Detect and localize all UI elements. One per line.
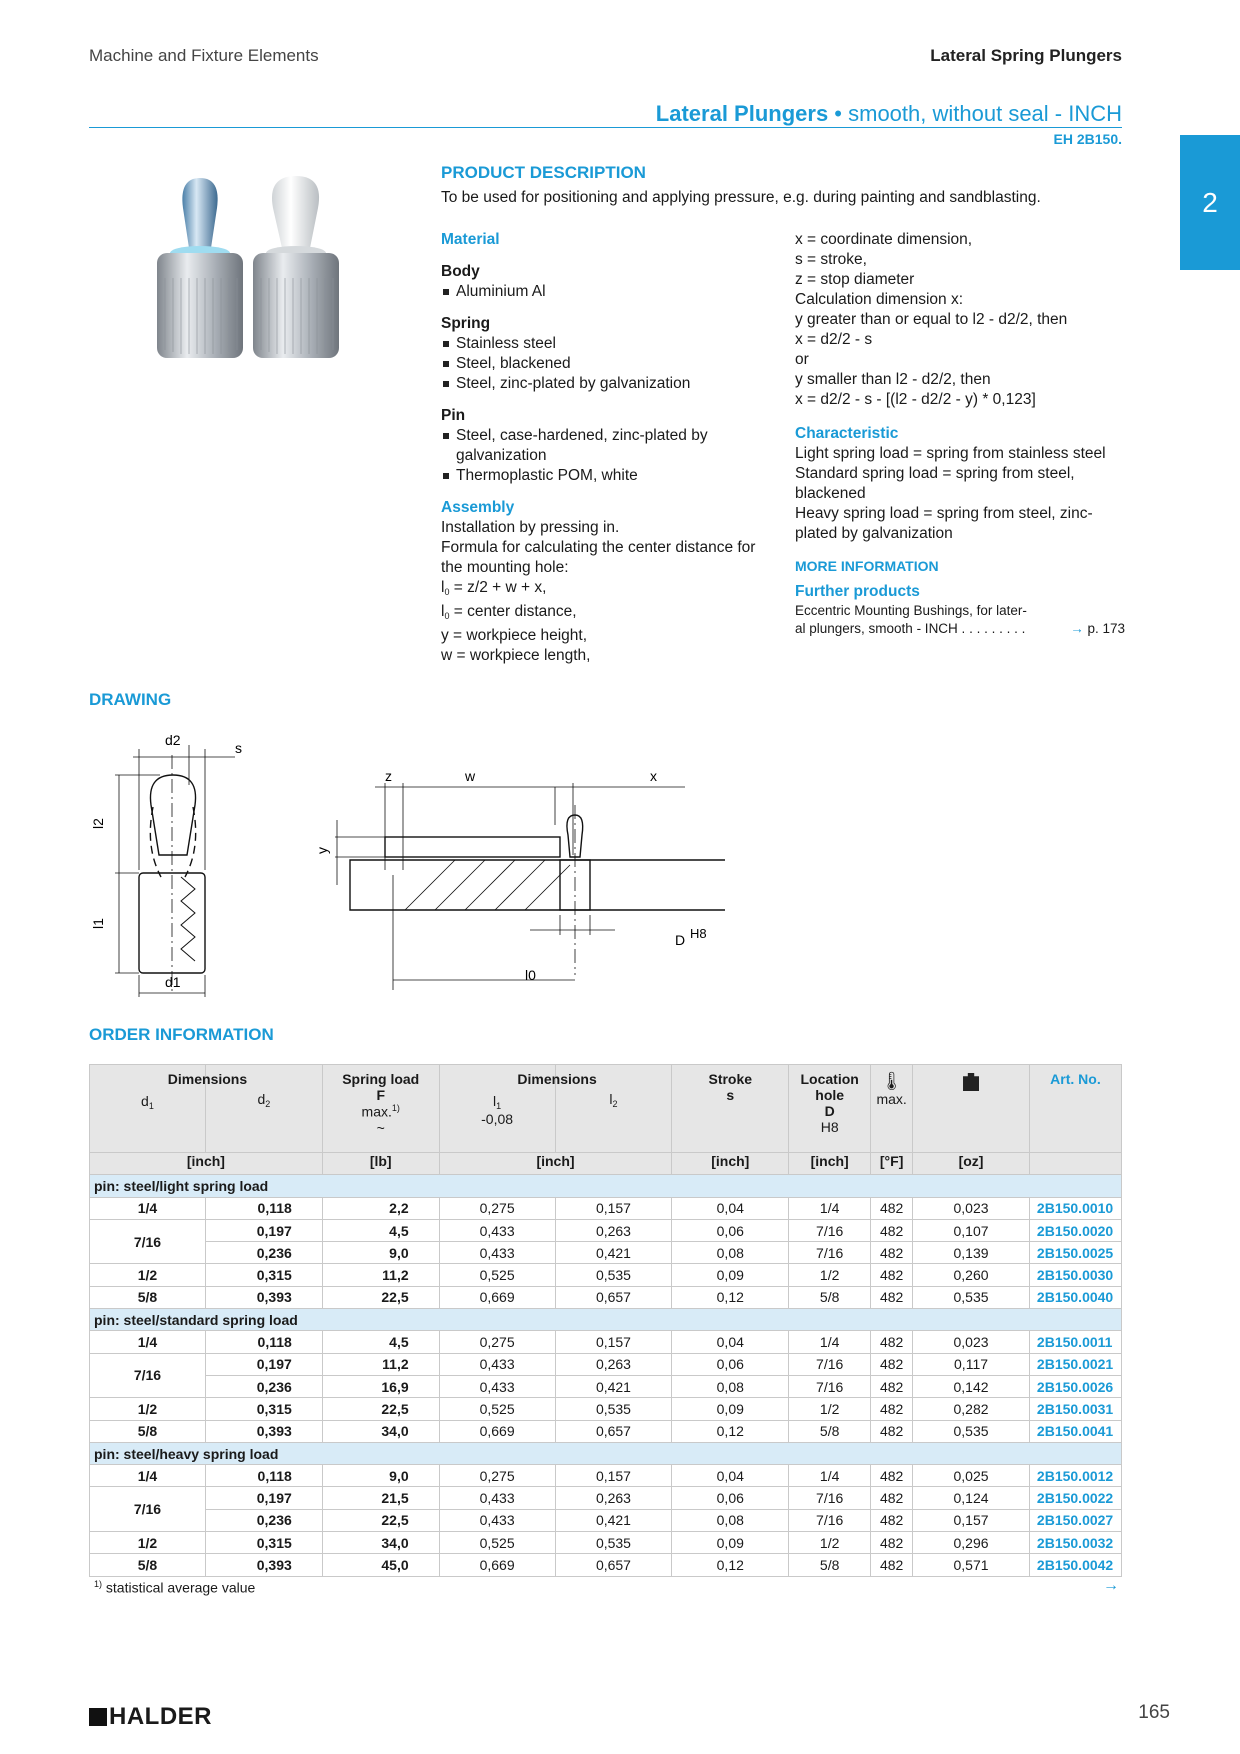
table-row <box>90 1398 1122 1420</box>
th-stroke: Stroke s <box>672 1065 789 1153</box>
spring-item: Steel, zinc-plated by galvanization <box>441 374 771 394</box>
table-cell: 0,433 <box>439 1487 555 1509</box>
table-cell: 0,023 <box>913 1331 1030 1353</box>
table-cell: 0,315 <box>205 1264 322 1286</box>
table-cell: 5/8 <box>90 1420 206 1442</box>
table-cell: 0,197 <box>205 1353 322 1375</box>
table-cell: 0,236 <box>205 1242 322 1264</box>
spring-item: Stainless steel <box>441 334 771 354</box>
char-line: Standard spring load = spring from steel, blackened <box>795 465 1075 502</box>
table-cell: 0,433 <box>439 1242 555 1264</box>
label-z: z <box>385 768 392 784</box>
table-cell: 9,0 <box>322 1242 439 1264</box>
table-cell: 0,139 <box>913 1242 1030 1264</box>
chapter-tab[interactable]: 2 <box>1180 135 1240 270</box>
table-cell: 9,0 <box>322 1465 439 1487</box>
right-line: z = stop diameter <box>795 271 915 288</box>
header-section: Machine and Fixture Elements <box>89 46 319 65</box>
table-group-row <box>90 1309 1122 1331</box>
table-cell: 0,393 <box>205 1420 322 1442</box>
table-cell: 0,157 <box>555 1465 672 1487</box>
right-line: x = coordinate dimension, <box>795 231 973 248</box>
table-cell: 11,2 <box>322 1353 439 1375</box>
further-link[interactable] <box>795 620 1125 638</box>
table-cell: 7/16 <box>789 1242 871 1264</box>
table-cell: 0,12 <box>672 1554 789 1576</box>
table-cell: 0,06 <box>672 1487 789 1509</box>
table-row <box>90 1197 1122 1219</box>
right-line: s = stroke, <box>795 251 867 268</box>
table-row <box>90 1509 1122 1531</box>
table-row <box>90 1264 1122 1286</box>
table-cell: 7/16 <box>90 1487 206 1532</box>
result-1: x = d2/2 - s <box>795 331 873 348</box>
installation-view <box>335 783 725 990</box>
table-cell: 0,12 <box>672 1286 789 1308</box>
th-temp: 🌡 max. <box>871 1065 913 1153</box>
table-cell: 0,421 <box>555 1242 672 1264</box>
label-w: w <box>465 768 476 784</box>
table-cell: 1/4 <box>789 1331 871 1353</box>
table-cell: 0,09 <box>672 1264 789 1286</box>
drawing-heading: DRAWING <box>89 690 172 709</box>
table-cell: 7/16 <box>789 1375 871 1397</box>
pin-item: Thermoplastic POM, white <box>441 466 771 486</box>
table-cell: 16,9 <box>322 1375 439 1397</box>
table-cell: 1/2 <box>90 1264 206 1286</box>
table-cell: 0,124 <box>913 1487 1030 1509</box>
condition-2: y smaller than l2 - d2/2, then <box>795 371 991 388</box>
label-d2: d2 <box>165 732 181 748</box>
table-cell: 0,197 <box>205 1219 322 1241</box>
table-cell: 0,118 <box>205 1197 322 1219</box>
table-cell: 0,275 <box>439 1197 555 1219</box>
table-cell: 1/4 <box>90 1465 206 1487</box>
table-cell: 0,08 <box>672 1375 789 1397</box>
table-cell: 1/2 <box>789 1264 871 1286</box>
description-col-right <box>795 230 1125 638</box>
table-cell: 0,025 <box>913 1465 1030 1487</box>
unit-inch: [inch] <box>672 1153 789 1175</box>
table-cell: 0,535 <box>913 1420 1030 1442</box>
th-art: Art. No. <box>1029 1065 1121 1153</box>
logo-mark-icon <box>89 1708 107 1726</box>
product-code: EH 2B150. <box>1053 131 1122 147</box>
table-cell: 0,117 <box>913 1353 1030 1375</box>
table-cell: 7/16 <box>789 1219 871 1241</box>
table-cell: 0,433 <box>439 1509 555 1531</box>
table-cell: 0,260 <box>913 1264 1030 1286</box>
product-photo <box>145 168 340 368</box>
table-row <box>90 1353 1122 1375</box>
thermometer-icon: 🌡 <box>880 1071 904 1091</box>
table-row <box>90 1375 1122 1397</box>
th-weight <box>913 1065 1030 1153</box>
table-row <box>90 1465 1122 1487</box>
table-cell: 0,12 <box>672 1420 789 1442</box>
table-cell: 0,296 <box>913 1532 1030 1554</box>
table-row <box>90 1554 1122 1576</box>
table-cell: 0,118 <box>205 1331 322 1353</box>
label-y: y <box>314 847 330 854</box>
plunger-white-pin <box>253 176 339 358</box>
table-cell: 34,0 <box>322 1532 439 1554</box>
order-table <box>89 1064 1122 1577</box>
table-cell: 21,5 <box>322 1487 439 1509</box>
article-number[interactable]: 2B150.0021 <box>1029 1353 1121 1375</box>
unit-inch: [inch] <box>789 1153 871 1175</box>
table-cell: 0,04 <box>672 1465 789 1487</box>
article-number[interactable]: 2B150.0025 <box>1029 1242 1121 1264</box>
table-cell: 0,669 <box>439 1286 555 1308</box>
table-cell: 45,0 <box>322 1554 439 1576</box>
formula-line: w = workpiece length, <box>441 647 591 664</box>
table-cell: 0,525 <box>439 1398 555 1420</box>
article-number[interactable]: 2B150.0026 <box>1029 1375 1121 1397</box>
further-products-heading: Further products <box>795 583 920 600</box>
spring-item: Steel, blackened <box>441 354 771 374</box>
unit-F: [°F] <box>871 1153 913 1175</box>
material-heading: Material <box>441 231 500 248</box>
table-cell: 0,157 <box>555 1331 672 1353</box>
table-cell: 482 <box>871 1219 913 1241</box>
technical-drawing <box>85 725 725 1005</box>
table-cell: 1/2 <box>90 1398 206 1420</box>
label-H8: H8 <box>690 926 707 941</box>
title-sep: • <box>828 101 849 126</box>
table-cell: 0,669 <box>439 1420 555 1442</box>
label-s: s <box>235 740 242 756</box>
table-cell: 482 <box>871 1353 913 1375</box>
unit-inch: [inch] <box>90 1153 323 1175</box>
table-cell: 0,525 <box>439 1264 555 1286</box>
right-line: Calculation dimension x: <box>795 291 964 308</box>
article-number[interactable]: 2B150.0010 <box>1029 1197 1121 1219</box>
table-cell: 0,535 <box>555 1398 672 1420</box>
label-l2: l2 <box>90 818 106 829</box>
table-cell: 0,657 <box>555 1420 672 1442</box>
article-number[interactable]: 2B150.0042 <box>1029 1554 1121 1576</box>
table-cell: 5/8 <box>789 1286 871 1308</box>
label-l1: l1 <box>90 918 106 929</box>
table-cell: 7/16 <box>789 1353 871 1375</box>
unit-inch: [inch] <box>439 1153 672 1175</box>
article-number[interactable]: 2B150.0027 <box>1029 1509 1121 1531</box>
th-d2: $d_2$ <box>205 1065 322 1153</box>
title-rest: smooth, without seal - INCH <box>848 101 1122 126</box>
body-label: Body <box>441 263 480 280</box>
halder-logo: HALDER <box>89 1703 212 1731</box>
table-row <box>90 1331 1122 1353</box>
th-d1: Dimensions $d_1$ <box>90 1065 206 1153</box>
char-line: Heavy spring load = spring from steel, zinc-plated by galvanization <box>795 505 1093 542</box>
unit-lb: [lb] <box>322 1153 439 1175</box>
formula-line: y = workpiece height, <box>441 627 588 644</box>
group-label: pin: steel/heavy spring load <box>90 1442 1122 1464</box>
table-row <box>90 1487 1122 1509</box>
table-cell: 7/16 <box>90 1219 206 1264</box>
result-2: x = d2/2 - s - [(l2 - d2/2 - y) * 0,123] <box>795 391 1036 408</box>
table-cell: 0,315 <box>205 1532 322 1554</box>
article-number[interactable]: 2B150.0012 <box>1029 1465 1121 1487</box>
footnote: $^{1)}$ statistical average value <box>94 1579 256 1596</box>
table-cell: 5/8 <box>789 1420 871 1442</box>
further-page: p. 173 <box>1087 621 1125 636</box>
label-d1: d1 <box>165 974 181 990</box>
table-cell: 0,142 <box>913 1375 1030 1397</box>
table-cell: 0,09 <box>672 1398 789 1420</box>
group-label: pin: steel/standard spring load <box>90 1309 1122 1331</box>
formula-line: $l_0 = z/2 + w + x$, <box>441 579 547 597</box>
table-cell: 1/2 <box>90 1532 206 1554</box>
table-cell: 0,433 <box>439 1353 555 1375</box>
table-cell: 0,275 <box>439 1465 555 1487</box>
table-cell: 0,282 <box>913 1398 1030 1420</box>
assembly-line: Installation by pressing in. <box>441 519 620 536</box>
assembly-line: Formula for calculating the center distance for the mounting hole: <box>441 539 756 576</box>
table-row <box>90 1242 1122 1264</box>
table-cell: 0,107 <box>913 1219 1030 1241</box>
table-cell: 1/2 <box>789 1532 871 1554</box>
char-line: Light spring load = spring from stainless steel <box>795 445 1106 462</box>
arrow-right-icon[interactable]: → <box>1103 1577 1119 1594</box>
description-intro: To be used for positioning and applying pressure, e.g. during painting and sandblasting. <box>441 189 1041 206</box>
table-cell: 7/16 <box>90 1353 206 1398</box>
more-info-heading: MORE INFORMATION <box>795 558 939 574</box>
table-cell: 22,5 <box>322 1286 439 1308</box>
or-line: or <box>795 351 809 368</box>
table-cell: 0,263 <box>555 1353 672 1375</box>
table-cell: 482 <box>871 1242 913 1264</box>
table-cell: 0,525 <box>439 1532 555 1554</box>
article-number[interactable]: 2B150.0032 <box>1029 1532 1121 1554</box>
table-cell: 0,06 <box>672 1353 789 1375</box>
table-cell: 0,535 <box>913 1286 1030 1308</box>
table-cell: 7/16 <box>789 1509 871 1531</box>
table-cell: 11,2 <box>322 1264 439 1286</box>
table-cell: 4,5 <box>322 1331 439 1353</box>
page-number: 165 <box>1138 1702 1170 1723</box>
plunger-metal-pin <box>157 178 243 358</box>
table-group-row <box>90 1442 1122 1464</box>
group-label: pin: steel/light spring load <box>90 1175 1122 1197</box>
arrow-right-icon: → <box>1070 621 1088 636</box>
table-cell: 482 <box>871 1487 913 1509</box>
unit-oz: [oz] <box>913 1153 1030 1175</box>
table-cell: 5/8 <box>90 1286 206 1308</box>
further-text: Eccentric Mounting Bushings, for later- <box>795 603 1027 618</box>
table-cell: 482 <box>871 1398 913 1420</box>
table-cell: 0,535 <box>555 1532 672 1554</box>
table-cell: 482 <box>871 1264 913 1286</box>
table-cell: 0,157 <box>555 1197 672 1219</box>
table-cell: 482 <box>871 1420 913 1442</box>
pin-label: Pin <box>441 407 466 424</box>
table-row <box>90 1420 1122 1442</box>
table-cell: 0,433 <box>439 1375 555 1397</box>
table-cell: 1/4 <box>789 1465 871 1487</box>
table-cell: 4,5 <box>322 1219 439 1241</box>
table-cell: 0,657 <box>555 1286 672 1308</box>
table-row <box>90 1532 1122 1554</box>
table-cell: 0,197 <box>205 1487 322 1509</box>
th-l2: $l_2$ <box>555 1065 672 1153</box>
title-rule <box>89 127 1122 128</box>
table-cell: 0,023 <box>913 1197 1030 1219</box>
table-cell: 1/4 <box>789 1197 871 1219</box>
article-number[interactable]: 2B150.0020 <box>1029 1219 1121 1241</box>
table-cell: 0,433 <box>439 1219 555 1241</box>
table-cell: 482 <box>871 1375 913 1397</box>
table-cell: 0,04 <box>672 1331 789 1353</box>
table-group-row <box>90 1175 1122 1197</box>
page-title <box>656 101 1122 127</box>
table-row <box>90 1219 1122 1241</box>
table-cell: 0,571 <box>913 1554 1030 1576</box>
article-number[interactable]: 2B150.0011 <box>1029 1331 1121 1353</box>
title-bold: Lateral Plungers <box>655 101 829 126</box>
table-cell: 0,04 <box>672 1197 789 1219</box>
table-cell: 0,393 <box>205 1286 322 1308</box>
table-cell: 0,06 <box>672 1219 789 1241</box>
article-number[interactable]: 2B150.0041 <box>1029 1420 1121 1442</box>
condition-1: y greater than or equal to l2 - d2/2, then <box>795 311 1068 328</box>
body-item: Aluminium Al <box>441 282 771 302</box>
spring-label: Spring <box>441 315 491 332</box>
label-x: x <box>650 768 657 784</box>
table-cell: 22,5 <box>322 1398 439 1420</box>
table-cell: 0,236 <box>205 1375 322 1397</box>
table-cell: 2,2 <box>322 1197 439 1219</box>
formula-line: $l_0$ = center distance, <box>441 603 577 621</box>
table-cell: 0,657 <box>555 1554 672 1576</box>
description-left <box>441 163 781 183</box>
table-cell: 1/4 <box>90 1197 206 1219</box>
table-cell: 0,421 <box>555 1375 672 1397</box>
further-text-2: al plungers, smooth - INCH . . . . . . . . . <box>795 621 1026 636</box>
table-cell: 0,157 <box>913 1509 1030 1531</box>
table-cell: 482 <box>871 1286 913 1308</box>
article-number[interactable]: 2B150.0031 <box>1029 1398 1121 1420</box>
table-cell: 5/8 <box>90 1554 206 1576</box>
article-number[interactable]: 2B150.0030 <box>1029 1264 1121 1286</box>
table-cell: 7/16 <box>789 1487 871 1509</box>
table-cell: 5/8 <box>789 1554 871 1576</box>
table-cell: 0,118 <box>205 1465 322 1487</box>
weight-icon <box>963 1073 979 1091</box>
table-cell: 0,535 <box>555 1264 672 1286</box>
plunger-side-view <box>115 745 235 997</box>
table-cell: 0,669 <box>439 1554 555 1576</box>
description-col-left <box>441 218 771 666</box>
characteristic-heading: Characteristic <box>795 425 899 442</box>
table-cell: 0,236 <box>205 1509 322 1531</box>
article-number[interactable]: 2B150.0022 <box>1029 1487 1121 1509</box>
table-cell: 0,263 <box>555 1219 672 1241</box>
table-cell: 482 <box>871 1554 913 1576</box>
table-cell: 0,263 <box>555 1487 672 1509</box>
table-cell: 0,09 <box>672 1532 789 1554</box>
table-cell: 482 <box>871 1331 913 1353</box>
table-cell: 482 <box>871 1197 913 1219</box>
table-cell: 482 <box>871 1532 913 1554</box>
table-cell: 482 <box>871 1465 913 1487</box>
header-chapter-title: Lateral Spring Plungers <box>930 46 1122 65</box>
order-table-wrap <box>89 1064 1122 1577</box>
table-cell: 22,5 <box>322 1509 439 1531</box>
assembly-heading: Assembly <box>441 499 515 516</box>
table-cell: 0,421 <box>555 1509 672 1531</box>
table-cell: 1/4 <box>90 1331 206 1353</box>
th-spring: Spring load F max.$^{1)}$ ~ <box>322 1065 439 1153</box>
article-number[interactable]: 2B150.0040 <box>1029 1286 1121 1308</box>
table-row <box>90 1286 1122 1308</box>
label-l0: l0 <box>525 967 536 983</box>
table-cell: 0,08 <box>672 1509 789 1531</box>
table-cell: 34,0 <box>322 1420 439 1442</box>
product-description-heading: PRODUCT DESCRIPTION <box>441 163 646 182</box>
table-cell: 0,393 <box>205 1554 322 1576</box>
table-cell: 0,315 <box>205 1398 322 1420</box>
pin-item: Steel, case-hardened, zinc-plated by galvanization <box>441 426 771 466</box>
table-cell: 0,275 <box>439 1331 555 1353</box>
order-heading: ORDER INFORMATION <box>89 1025 274 1044</box>
table-cell: 0,08 <box>672 1242 789 1264</box>
th-location: Location hole D H8 <box>789 1065 871 1153</box>
th-l1: Dimensions $l_1$ -0,08 <box>439 1065 555 1153</box>
table-cell: 482 <box>871 1509 913 1531</box>
table-cell: 1/2 <box>789 1398 871 1420</box>
label-D: D <box>675 932 686 948</box>
